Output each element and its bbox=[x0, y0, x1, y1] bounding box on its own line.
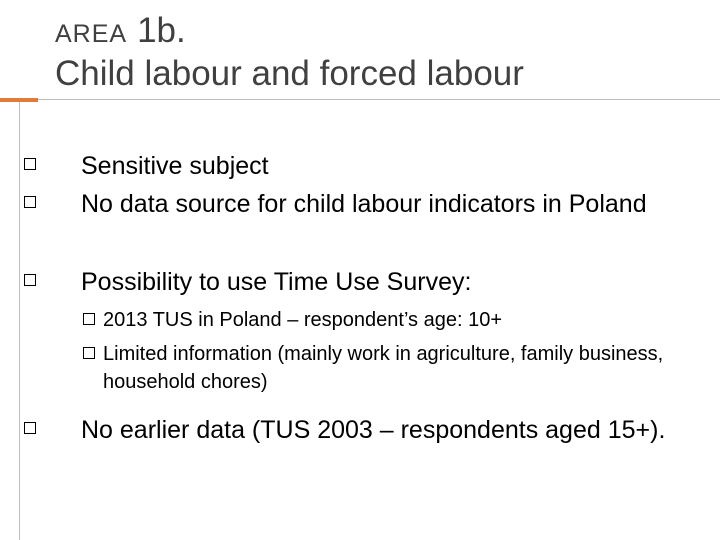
area-number: 1b. bbox=[137, 11, 186, 50]
bullet-text: Sensitive subject bbox=[81, 152, 269, 180]
square-bullet-icon bbox=[24, 274, 36, 286]
square-bullet-icon bbox=[24, 196, 36, 208]
list-item bbox=[24, 264, 704, 300]
list-item bbox=[24, 412, 704, 448]
list-item bbox=[83, 340, 693, 396]
square-bullet-icon bbox=[83, 347, 95, 359]
area-label: AREA bbox=[55, 20, 128, 48]
bullet-text: 2013 TUS in Poland – respondent’s age: 10+ bbox=[103, 309, 503, 331]
square-bullet-icon bbox=[24, 422, 36, 434]
bullet-text: No data source for child labour indicators in Poland bbox=[81, 190, 647, 218]
bullet-text: Limited information (mainly work in agriculture, family business, household chores) bbox=[103, 343, 664, 393]
list-item bbox=[83, 306, 693, 334]
list-item bbox=[24, 186, 704, 222]
square-bullet-icon bbox=[83, 313, 95, 325]
title-main: Child labour and forced labour bbox=[55, 54, 524, 93]
bullet-text: No earlier data (TUS 2003 – respondents aged 15+). bbox=[81, 416, 666, 444]
list-item bbox=[24, 148, 704, 184]
bullet-text: Possibility to use Time Use Survey: bbox=[81, 268, 472, 296]
square-bullet-icon bbox=[24, 158, 36, 170]
